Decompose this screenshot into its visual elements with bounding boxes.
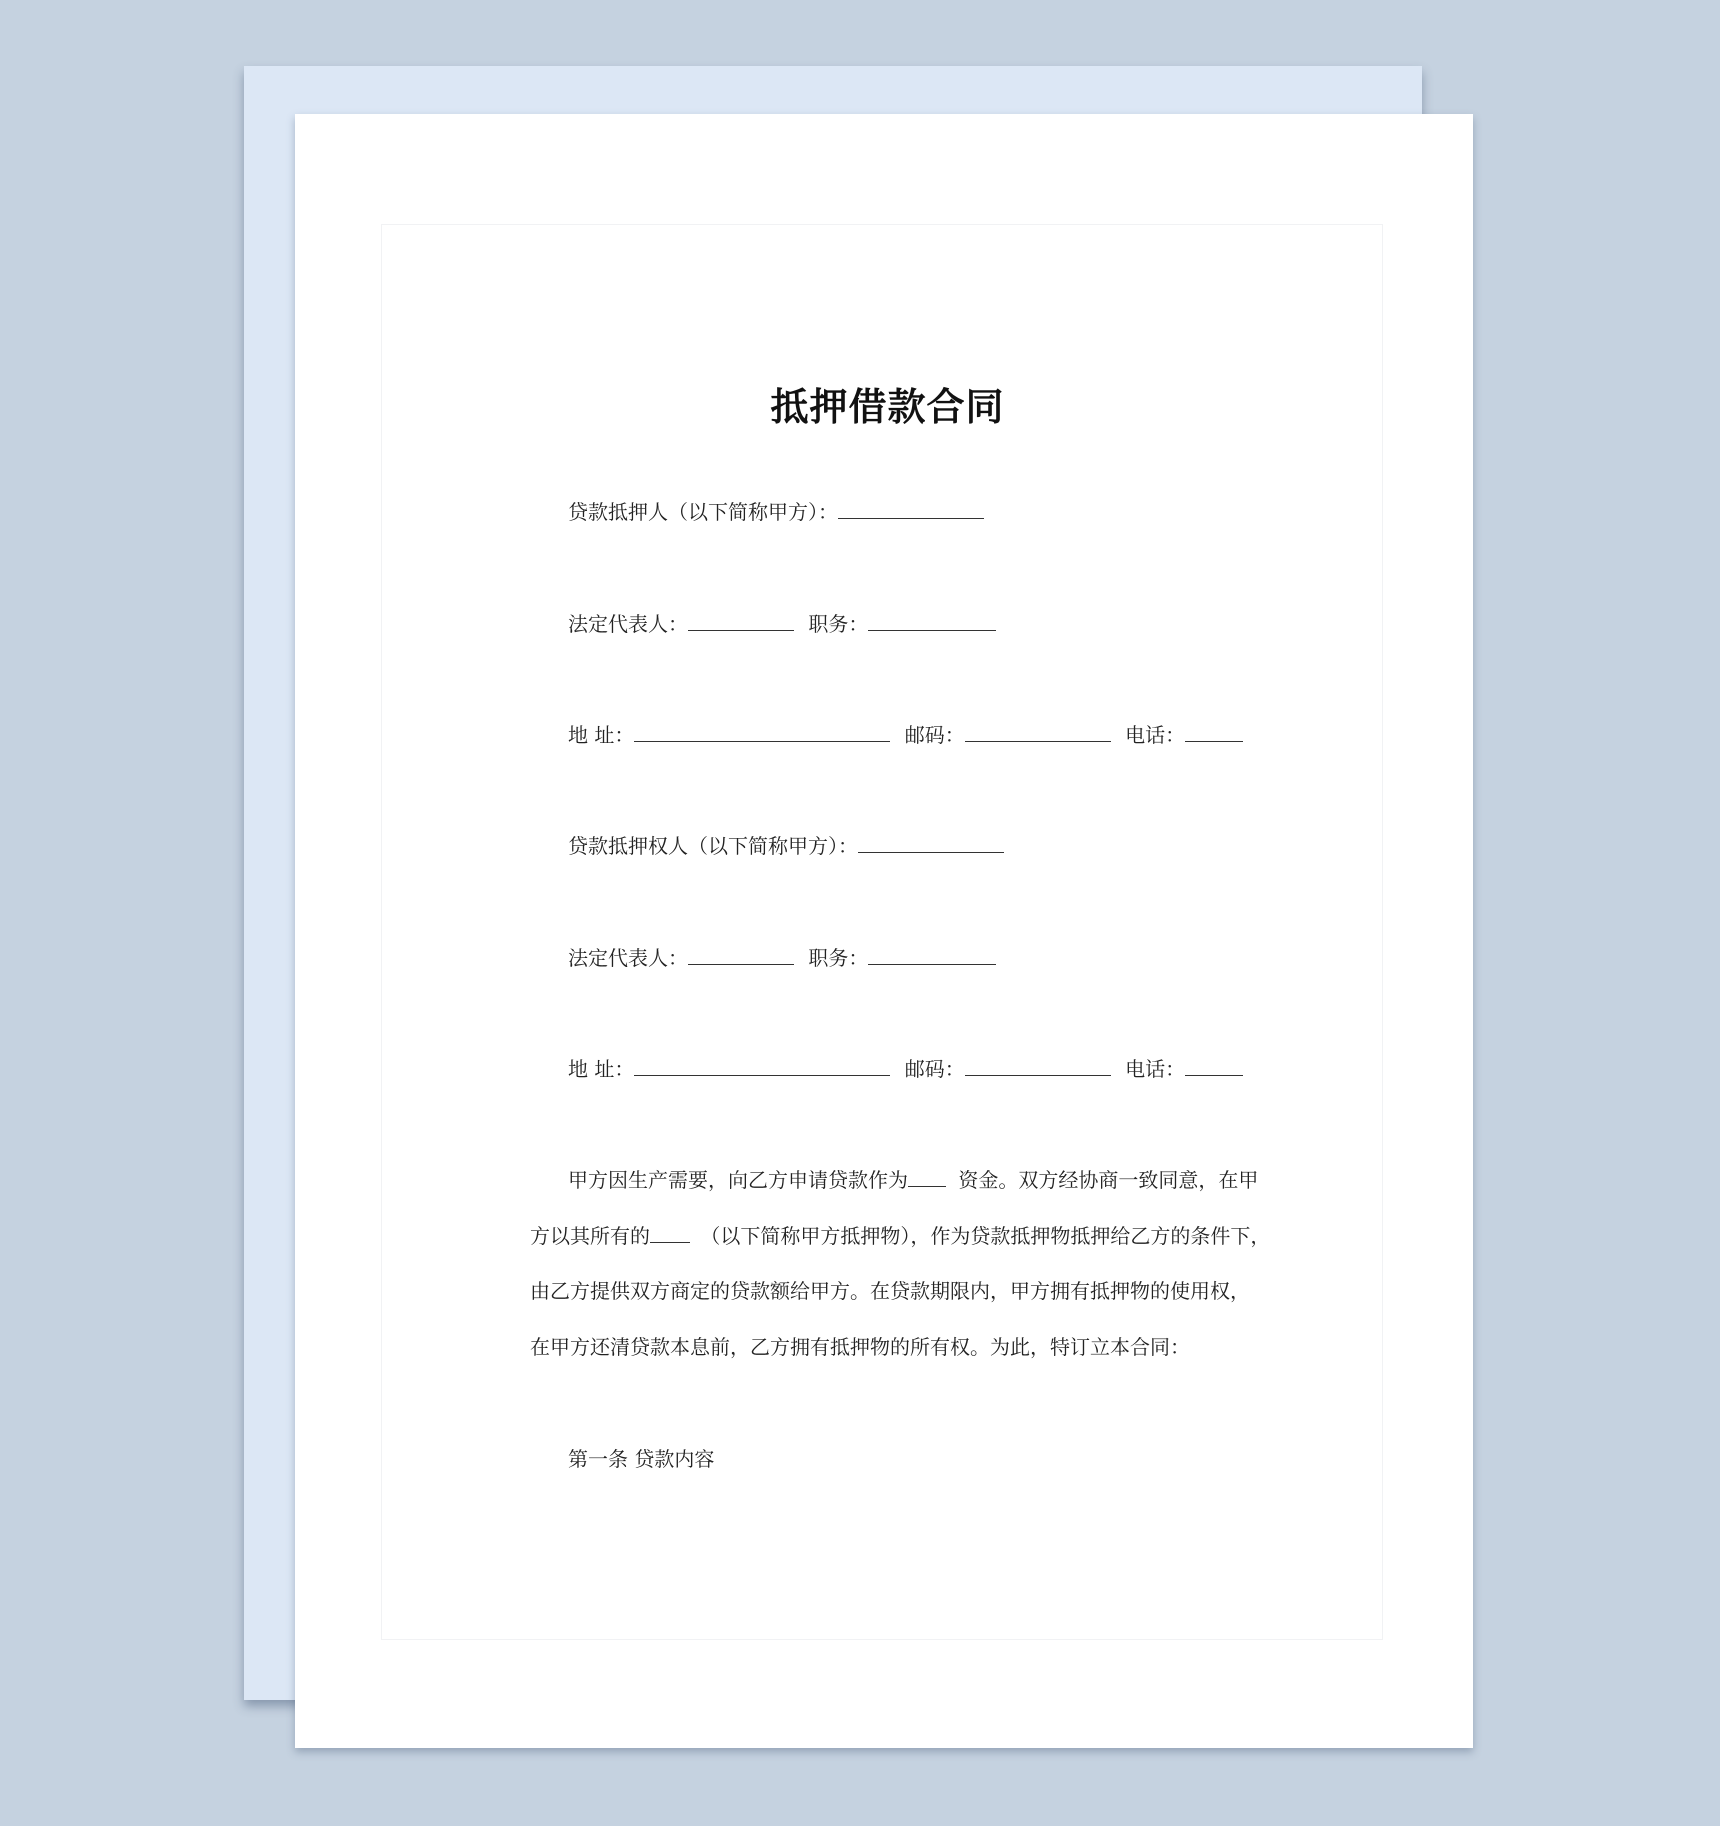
- property-blank: [650, 1224, 690, 1243]
- postcode-blank: [965, 723, 1111, 742]
- mortgagor-label: 贷款抵押人（以下简称甲方）：: [568, 500, 838, 524]
- paragraph-line-1: [568, 1168, 1258, 1192]
- paragraph-line-3: 由乙方提供双方商定的贷款额给甲方。在贷款期限内，甲方拥有抵押物的使用权，: [530, 1279, 1250, 1303]
- paragraph-text: 甲方因生产需要，向乙方申请贷款作为: [568, 1168, 908, 1192]
- position-blank: [868, 946, 996, 965]
- position-blank: [868, 612, 996, 631]
- page-margin-frame: [381, 224, 1383, 1640]
- mortgagee-line: [568, 834, 1004, 858]
- phone-blank: [1185, 723, 1243, 742]
- article-1-heading: 第一条 贷款内容: [568, 1447, 715, 1471]
- phone-label: 电话：: [1125, 1057, 1186, 1081]
- legal-rep-line-2: [568, 946, 996, 970]
- postcode-blank: [965, 1057, 1111, 1076]
- document-title: 抵押借款合同: [770, 385, 1005, 429]
- document-page: [295, 114, 1473, 1748]
- paragraph-line-4: 在甲方还清贷款本息前，乙方拥有抵押物的所有权。为此，特订立本合同：: [530, 1335, 1190, 1359]
- purpose-blank: [908, 1168, 946, 1187]
- address-line-1: [568, 723, 1243, 747]
- paragraph-text: 方以其所有的: [530, 1224, 650, 1248]
- legal-rep-label: 法定代表人：: [568, 612, 688, 636]
- paragraph-text: （以下简称甲方抵押物），作为贷款抵押物抵押给乙方的条件下，: [700, 1224, 1271, 1248]
- legal-rep-label: 法定代表人：: [568, 946, 688, 970]
- position-label: 职务：: [808, 946, 869, 970]
- phone-label: 电话：: [1125, 723, 1186, 747]
- position-label: 职务：: [808, 612, 869, 636]
- paragraph-line-2: [530, 1224, 1270, 1248]
- postcode-label: 邮码：: [904, 1057, 965, 1081]
- mortgagee-label: 贷款抵押权人（以下简称甲方）：: [568, 834, 858, 858]
- address-line-2: [568, 1057, 1243, 1081]
- mortgagor-blank: [838, 500, 984, 519]
- phone-blank: [1185, 1057, 1243, 1076]
- mortgagee-blank: [858, 834, 1004, 853]
- postcode-label: 邮码：: [904, 723, 965, 747]
- address-blank: [634, 723, 890, 742]
- legal-rep-blank: [688, 946, 794, 965]
- address-label: 地 址：: [568, 723, 635, 747]
- legal-rep-blank: [688, 612, 794, 631]
- mortgagor-line: [568, 500, 984, 524]
- paragraph-text: 资金。双方经协商一致同意，在甲: [958, 1168, 1259, 1192]
- address-blank: [634, 1057, 890, 1076]
- legal-rep-line-1: [568, 612, 996, 636]
- address-label: 地 址：: [568, 1057, 635, 1081]
